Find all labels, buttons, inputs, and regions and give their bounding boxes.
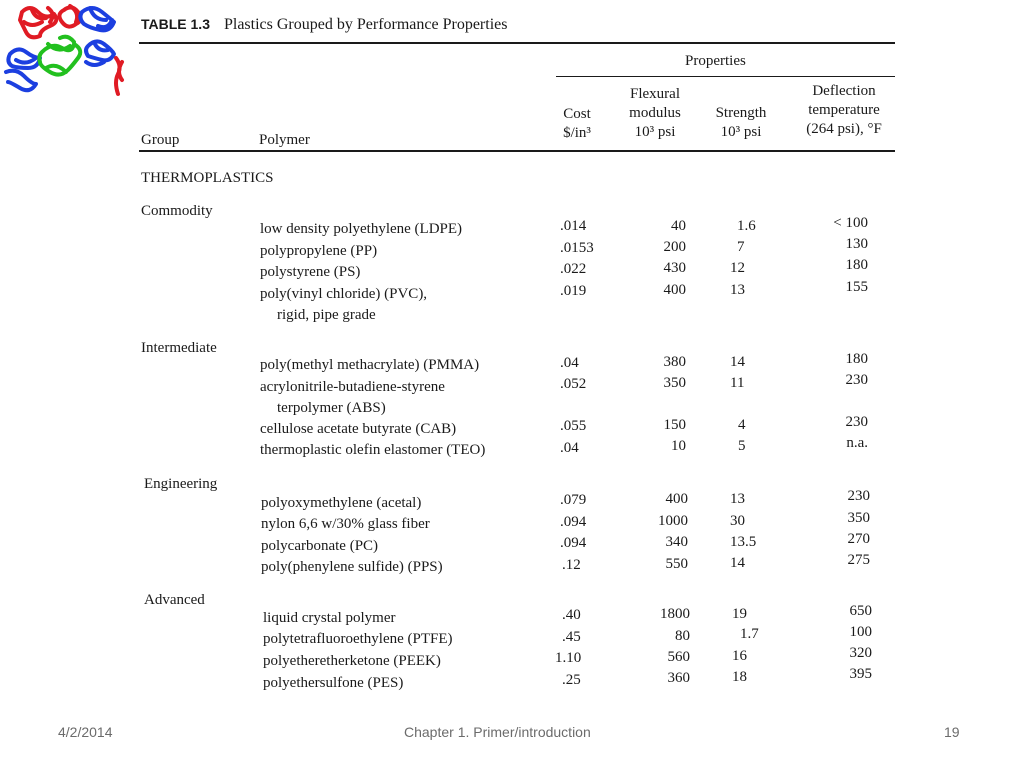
table-row-flex: 550 (665, 556, 688, 572)
header-rule (139, 150, 895, 152)
table-row-strength: 13 (730, 491, 745, 507)
table-row-deflection: 100 (849, 624, 872, 640)
table-row-polymer: poly(vinyl chloride) (PVC), (260, 286, 428, 302)
section-title: THERMOPLASTICS (141, 170, 274, 186)
table-row-polymer: polycarbonate (PC) (261, 538, 379, 554)
table-row-flex: 40 (671, 218, 686, 234)
table-row-polymer: polytetrafluoroethylene (PTFE) (263, 631, 453, 647)
table-row-strength: 14 (730, 354, 745, 370)
footer-page-number: 19 (944, 724, 960, 740)
table-row-cost: .0153 (560, 240, 594, 256)
table-row-deflection: 320 (849, 645, 872, 661)
table-row-polymer: polyethersulfone (PES) (263, 675, 404, 691)
header-properties: Properties (685, 53, 746, 69)
footer-chapter: Chapter 1. Primer/introduction (404, 724, 591, 740)
table-row-cost: .019 (560, 283, 587, 299)
table-row-deflection: 230 (845, 414, 868, 430)
table-row-strength: 14 (730, 555, 745, 571)
table-caption: Plastics Grouped by Performance Properties (223, 16, 508, 33)
table-row-polymer-continued: terpolymer (ABS) (277, 400, 386, 416)
table-row-cost: .094 (560, 514, 587, 530)
table-row-cost: .052 (560, 376, 587, 392)
header-flexural (618, 85, 692, 142)
table-row-deflection: 130 (845, 236, 868, 252)
header-flexural-line3: 10³ psi (634, 124, 676, 140)
properties-rule (556, 76, 895, 77)
table-row-strength: 5 (738, 438, 746, 454)
header-cost-line2: $/in³ (563, 125, 591, 141)
header-cost-line1: Cost (563, 106, 591, 122)
table-row-polymer: cellulose acetate butyrate (CAB) (260, 421, 457, 437)
table-row-deflection: 180 (845, 351, 868, 367)
table-row-polymer: poly(methyl methacrylate) (PMMA) (260, 357, 480, 373)
table-row-flex: 1800 (660, 606, 690, 622)
table-row-flex: 10 (671, 438, 686, 454)
header-deflection (792, 82, 896, 139)
group-name-intermediate: Intermediate (141, 340, 217, 356)
table-row-deflection: n.a. (846, 435, 868, 451)
header-deflection-line1: Deflection (812, 83, 876, 99)
table-row-flex: 340 (665, 534, 688, 550)
top-rule (139, 42, 895, 44)
table-row-strength: 18 (732, 669, 747, 685)
table-title (141, 16, 507, 34)
header-strength (704, 104, 778, 142)
table-row-deflection: 275 (847, 552, 870, 568)
table-row-strength: 16 (732, 648, 747, 664)
table-row-polymer: poly(phenylene sulfide) (PPS) (261, 559, 443, 575)
table-row-cost: .40 (562, 607, 581, 623)
header-deflection-line3: (264 psi), °F (806, 121, 882, 137)
table-row-cost: 1.10 (555, 650, 582, 666)
table-row-cost: .45 (562, 629, 581, 645)
table-row-flex: 430 (663, 260, 686, 276)
table-row-cost: .04 (560, 355, 579, 371)
table-row-deflection: 350 (847, 510, 870, 526)
table-row-deflection: < 100 (833, 215, 868, 231)
table-row-polymer: polyetheretherketone (PEEK) (263, 653, 441, 669)
table-row-deflection: 270 (847, 531, 870, 547)
header-polymer: Polymer (259, 132, 310, 148)
table-row-flex: 350 (663, 375, 686, 391)
table-row-strength: 13 (730, 282, 745, 298)
header-strength-line2: 10³ psi (720, 124, 762, 140)
table-row-flex: 1000 (658, 513, 688, 529)
table-row-flex: 380 (663, 354, 686, 370)
table-row-deflection: 155 (845, 279, 868, 295)
table-row-polymer: low density polyethylene (LDPE) (260, 221, 463, 237)
table-row-deflection: 230 (847, 488, 870, 504)
table-row-flex: 400 (663, 282, 686, 298)
header-deflection-line2: temperature (808, 102, 880, 118)
footer-date: 4/2/2014 (58, 724, 113, 740)
table-row-polymer: acrylonitrile-butadiene-styrene (260, 379, 445, 395)
table-row-cost: .014 (560, 218, 587, 234)
table-row-strength: 11 (730, 375, 745, 391)
table-row-cost: .094 (560, 535, 587, 551)
table-row-strength: 1.6 (737, 218, 756, 234)
table-row-strength: 7 (737, 239, 745, 255)
table-row-polymer: liquid crystal polymer (263, 610, 396, 626)
header-flexural-line1: Flexural (630, 86, 680, 102)
table-row-deflection: 395 (849, 666, 872, 682)
table-row-polymer: thermoplastic olefin elastomer (TEO) (260, 442, 486, 458)
group-name-commodity: Commodity (141, 203, 213, 219)
table-row-strength: 1.7 (740, 626, 759, 642)
table-row-polymer: nylon 6,6 w/30% glass fiber (261, 516, 430, 532)
table-row-cost: .12 (562, 557, 581, 573)
table-row-deflection: 230 (845, 372, 868, 388)
group-name-advanced: Advanced (144, 592, 205, 608)
header-flexural-line2: modulus (629, 105, 681, 121)
table-row-strength: 12 (730, 260, 745, 276)
table-row-flex: 200 (663, 239, 686, 255)
table-row-strength: 13.5 (730, 534, 757, 550)
table-row-flex: 80 (675, 628, 690, 644)
table-row-cost: .079 (560, 492, 587, 508)
header-strength-line1: Strength (715, 105, 767, 121)
table-row-deflection: 180 (845, 257, 868, 273)
group-name-engineering: Engineering (144, 476, 218, 492)
table-row-deflection: 650 (849, 603, 872, 619)
table-row-flex: 400 (665, 491, 688, 507)
table-row-strength: 30 (730, 513, 745, 529)
table-row-polymer: polyoxymethylene (acetal) (261, 495, 422, 511)
header-cost (554, 105, 600, 143)
table-row-cost: .25 (562, 672, 581, 688)
table-number: TABLE 1.3 (141, 16, 210, 32)
table-row-polymer-continued: rigid, pipe grade (277, 307, 376, 323)
polymer-chains-logo-icon (2, 2, 126, 100)
table-row-cost: .04 (560, 440, 579, 456)
table-row-strength: 4 (738, 417, 746, 433)
table-row-cost: .022 (560, 261, 587, 277)
table-row-polymer: polystyrene (PS) (260, 264, 361, 280)
table-row-flex: 360 (667, 670, 690, 686)
table-row-flex: 560 (667, 649, 690, 665)
table-row-polymer: polypropylene (PP) (260, 243, 378, 259)
header-group: Group (141, 132, 180, 148)
table-row-cost: .055 (560, 418, 587, 434)
table-row-strength: 19 (732, 606, 747, 622)
table-row-flex: 150 (663, 417, 686, 433)
